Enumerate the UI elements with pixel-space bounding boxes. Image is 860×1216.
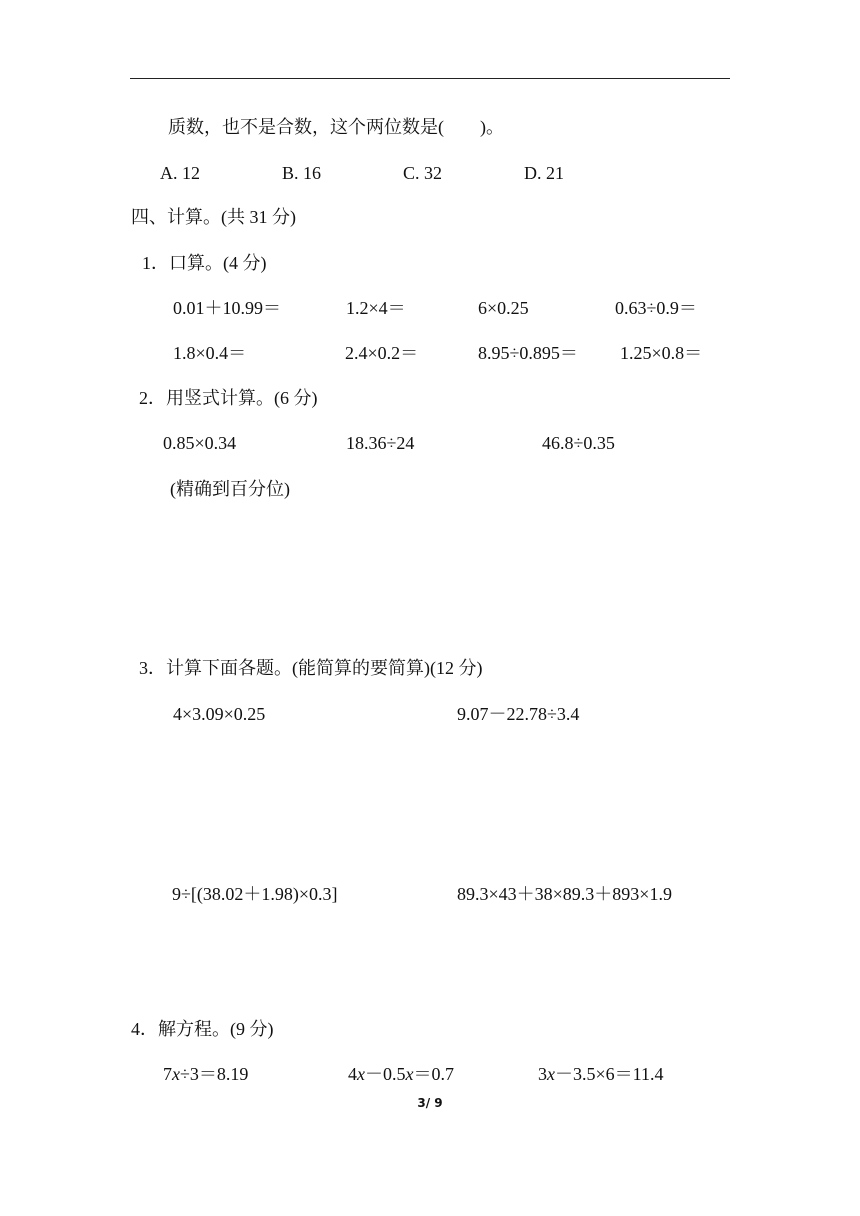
oral-calc-item: 8.95÷0.895＝ (478, 343, 578, 363)
oral-calc-item: 0.01＋10.99＝ (173, 298, 281, 318)
simplify-item: 9÷[(38.02＋1.98)×0.3] (172, 884, 338, 904)
part2-title: 2．用竖式计算。(6 分) (139, 388, 318, 408)
simplify-item: 4×3.09×0.25 (173, 704, 266, 724)
oral-calc-item: 1.8×0.4＝ (173, 343, 247, 363)
option-c: C. 32 (403, 163, 443, 183)
page-number: 3/ 9 (417, 1096, 443, 1110)
option-a: A. 12 (160, 163, 200, 183)
oral-calc-item: 1.2×4＝ (346, 298, 406, 318)
part4-title: 4．解方程。(9 分) (131, 1019, 274, 1039)
option-d: D. 21 (524, 163, 564, 183)
equation-2: 4x－0.5x＝0.7 (348, 1064, 454, 1084)
simplify-item: 89.3×43＋38×89.3＋893×1.9 (457, 884, 672, 904)
question-continuation: 质数，也不是合数，这个两位数是( )。 (168, 117, 504, 137)
simplify-item: 9.07－22.78÷3.4 (457, 704, 580, 724)
option-b: B. 16 (282, 163, 322, 183)
part3-title: 3．计算下面各题。(能简算的要简算)(12 分) (139, 658, 483, 678)
oral-calc-item: 1.25×0.8＝ (620, 343, 703, 363)
equation-3: 3x－3.5×6＝11.4 (538, 1064, 664, 1084)
part1-title: 1．口算。(4 分) (142, 253, 267, 273)
oral-calc-item: 0.63÷0.9＝ (615, 298, 697, 318)
section-heading: 四、计算。(共 31 分) (131, 207, 296, 227)
equation-1: 7x÷3＝8.19 (163, 1064, 249, 1084)
oral-calc-item: 6×0.25 (478, 298, 529, 318)
vertical-calc-item: 18.36÷24 (346, 433, 415, 453)
oral-calc-item: 2.4×0.2＝ (345, 343, 419, 363)
vertical-calc-item: 46.8÷0.35 (542, 433, 615, 453)
vertical-calc-item: 0.85×0.34 (163, 433, 237, 453)
header-rule (130, 78, 730, 79)
precision-note: (精确到百分位) (170, 479, 290, 499)
